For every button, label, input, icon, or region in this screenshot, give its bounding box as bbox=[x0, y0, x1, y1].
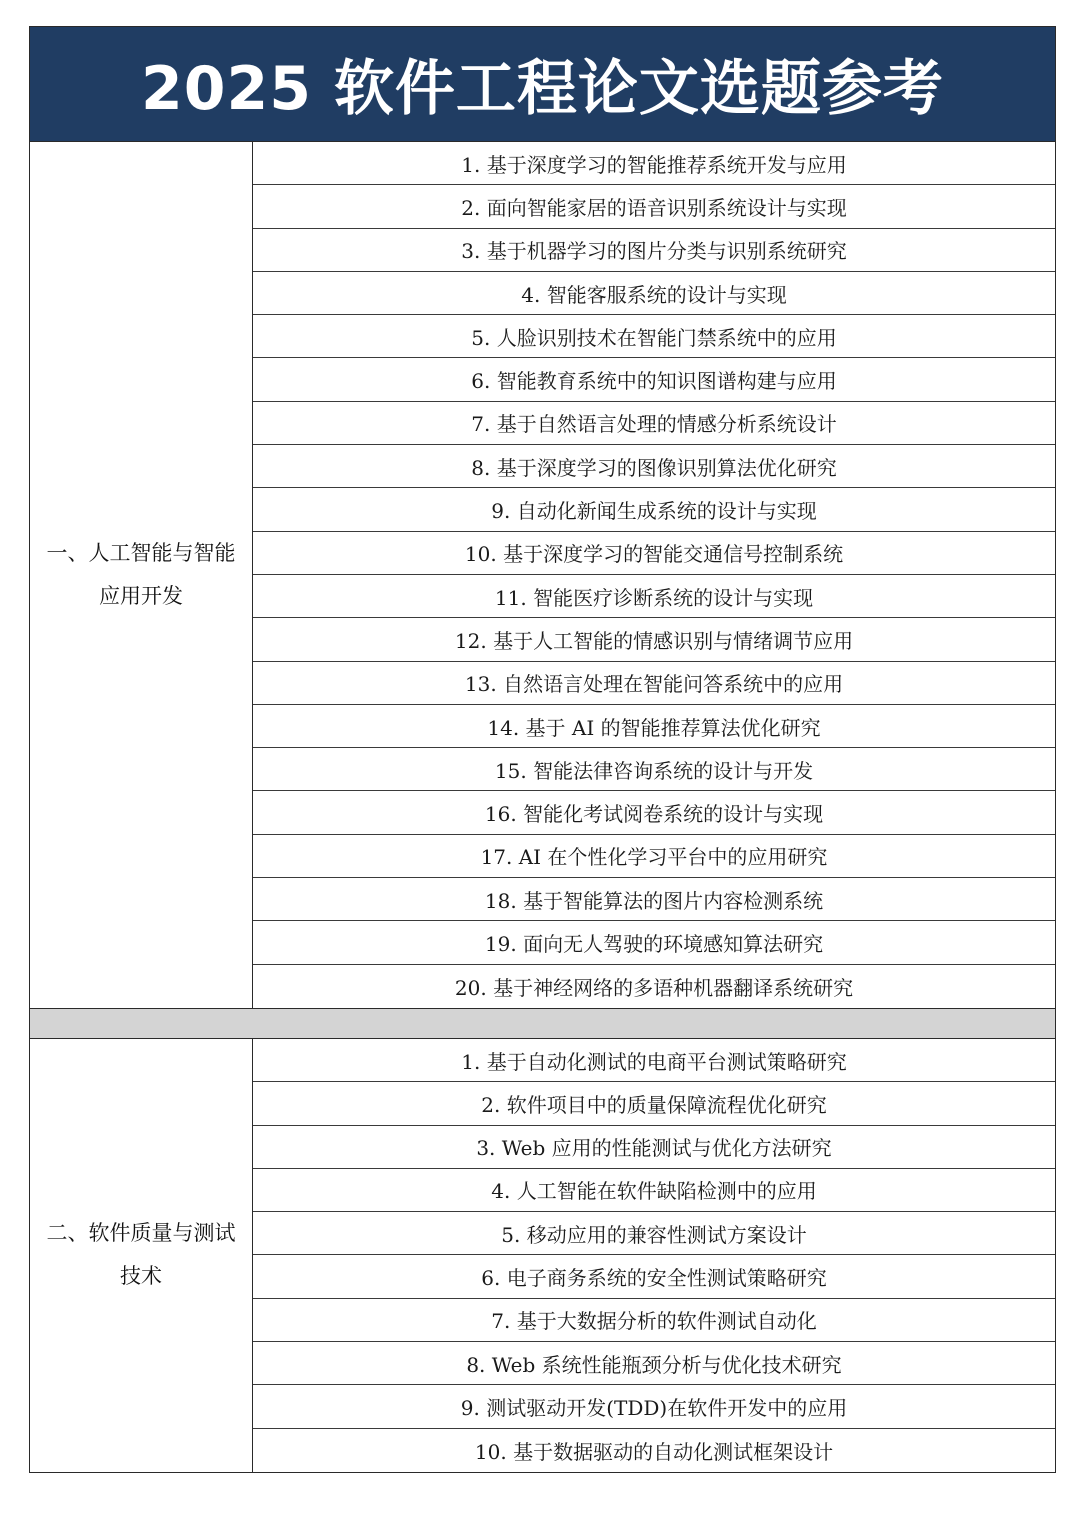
topic-row: 14. 基于 AI 的智能推荐算法优化研究 bbox=[253, 705, 1055, 748]
section-ai bbox=[30, 142, 1055, 1009]
topic-row: 11. 智能医疗诊断系统的设计与实现 bbox=[253, 575, 1055, 618]
topic-row: 3. Web 应用的性能测试与优化方法研究 bbox=[253, 1126, 1055, 1169]
topic-list bbox=[253, 1039, 1055, 1472]
topic-row: 10. 基于深度学习的智能交通信号控制系统 bbox=[253, 532, 1055, 575]
category-label: 二、软件质量与测试技术 bbox=[46, 1221, 236, 1289]
topic-row: 2. 软件项目中的质量保障流程优化研究 bbox=[253, 1082, 1055, 1125]
category-cell bbox=[30, 1039, 253, 1472]
topic-row: 1. 基于自动化测试的电商平台测试策略研究 bbox=[253, 1039, 1055, 1082]
topic-row: 4. 人工智能在软件缺陷检测中的应用 bbox=[253, 1169, 1055, 1212]
topic-row: 20. 基于神经网络的多语种机器翻译系统研究 bbox=[454, 975, 854, 1000]
topic-row: 4. 智能客服系统的设计与实现 bbox=[253, 272, 1055, 315]
page-title: 2025 软件工程论文选题参考 bbox=[141, 54, 944, 124]
category-label: 一、人工智能与智能应用开发 bbox=[46, 540, 236, 608]
topic-list bbox=[253, 142, 1055, 1008]
topic-row: 9. 测试驱动开发(TDD)在软件开发中的应用 bbox=[253, 1385, 1055, 1428]
title-banner bbox=[30, 27, 1055, 142]
topic-row: 3. 基于机器学习的图片分类与识别系统研究 bbox=[253, 229, 1055, 272]
topic-row: 12. 基于人工智能的情感识别与情绪调节应用 bbox=[253, 618, 1055, 661]
topic-row: 10. 基于数据驱动的自动化测试框架设计 bbox=[474, 1439, 834, 1464]
topic-row: 5. 移动应用的兼容性测试方案设计 bbox=[253, 1212, 1055, 1255]
category-cell bbox=[30, 142, 253, 1008]
topic-row: 8. 基于深度学习的图像识别算法优化研究 bbox=[253, 445, 1055, 488]
topic-row: 9. 自动化新闻生成系统的设计与实现 bbox=[253, 488, 1055, 531]
topic-row: 7. 基于自然语言处理的情感分析系统设计 bbox=[253, 402, 1055, 445]
topic-row: 15. 智能法律咨询系统的设计与开发 bbox=[253, 748, 1055, 791]
topic-row: 2. 面向智能家居的语音识别系统设计与实现 bbox=[253, 185, 1055, 228]
topic-row: 8. Web 系统性能瓶颈分析与优化技术研究 bbox=[253, 1342, 1055, 1385]
topic-row: 13. 自然语言处理在智能问答系统中的应用 bbox=[253, 662, 1055, 705]
topic-row: 6. 智能教育系统中的知识图谱构建与应用 bbox=[253, 358, 1055, 401]
topic-row: 18. 基于智能算法的图片内容检测系统 bbox=[253, 878, 1055, 921]
section-testing bbox=[30, 1039, 1055, 1472]
topic-row: 1. 基于深度学习的智能推荐系统开发与应用 bbox=[253, 142, 1055, 185]
topic-table bbox=[29, 26, 1056, 1473]
topic-row: 17. AI 在个性化学习平台中的应用研究 bbox=[253, 835, 1055, 878]
topic-row: 5. 人脸识别技术在智能门禁系统中的应用 bbox=[253, 315, 1055, 358]
topic-row: 19. 面向无人驾驶的环境感知算法研究 bbox=[253, 921, 1055, 964]
section-separator bbox=[30, 1009, 1055, 1039]
topic-row: 16. 智能化考试阅卷系统的设计与实现 bbox=[253, 791, 1055, 834]
topic-row: 6. 电子商务系统的安全性测试策略研究 bbox=[253, 1255, 1055, 1298]
topic-row: 7. 基于大数据分析的软件测试自动化 bbox=[253, 1299, 1055, 1342]
